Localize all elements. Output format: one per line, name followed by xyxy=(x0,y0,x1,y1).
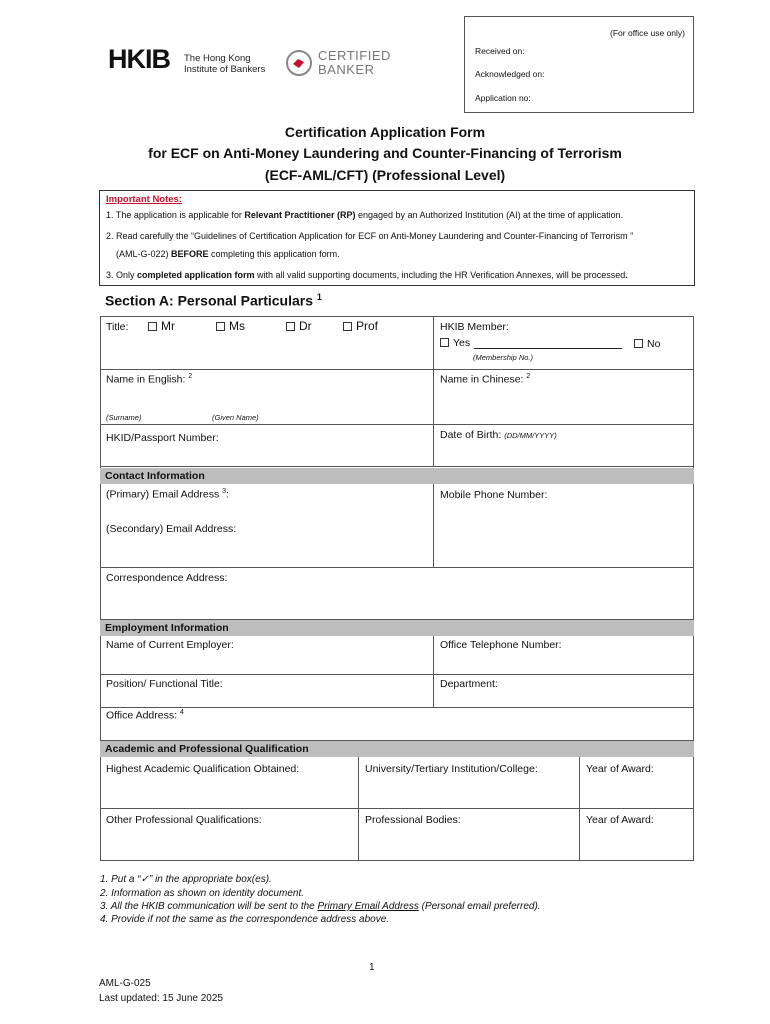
footnote-4: 4. Provide if not the same as the correspondence address above. xyxy=(100,914,390,925)
title-dr-option[interactable]: Dr xyxy=(286,319,312,333)
date-of-birth-field[interactable]: Date of Birth: (DD/MM/YYYY) xyxy=(440,429,557,441)
member-yes-option[interactable]: Yes xyxy=(440,337,470,349)
university-field[interactable]: University/Tertiary Institution/College: xyxy=(365,763,538,775)
form-code: AML-G-025 xyxy=(99,978,151,989)
notes-heading: Important Notes: xyxy=(106,194,182,205)
footnote-3: 3. All the HKIB communication will be sent to the Primary Email Address (Personal email preferred). xyxy=(100,901,541,912)
correspondence-address-field[interactable]: Correspondence Address: xyxy=(106,572,228,584)
member-no-option[interactable]: No xyxy=(634,338,660,350)
hkib-member-label: HKIB Member: xyxy=(440,321,509,333)
name-chinese-field[interactable]: Name in Chinese: $^2$ xyxy=(440,373,531,386)
hkid-passport-field[interactable]: HKID/Passport Number: xyxy=(106,432,219,444)
title-label: Title: xyxy=(106,321,129,333)
office-use-box xyxy=(464,16,694,113)
note-3: 3. Only completed application form with all valid supporting documents, including the HR Verification Annexes, will be processed. xyxy=(106,270,628,280)
professional-bodies-field[interactable]: Professional Bodies: xyxy=(365,814,461,826)
mobile-phone-field[interactable]: Mobile Phone Number: xyxy=(440,489,548,501)
page-number: 1 xyxy=(369,962,375,973)
application-no: Application no: xyxy=(475,93,531,103)
other-qualifications-field[interactable]: Other Professional Qualifications: xyxy=(106,814,262,826)
certified-banker-logo-icon xyxy=(284,48,314,78)
title-mr-option[interactable]: Mr xyxy=(148,319,175,333)
secondary-email-field[interactable]: (Secondary) Email Address: xyxy=(106,523,237,535)
given-name-hint: (Given Name) xyxy=(212,413,259,422)
checkbox-member-yes[interactable] xyxy=(440,338,449,347)
last-updated: Last updated: 15 June 2025 xyxy=(99,993,223,1004)
membership-no-hint: (Membership No.) xyxy=(473,353,534,362)
employment-info-band: Employment Information xyxy=(100,620,694,636)
highest-qualification-field[interactable]: Highest Academic Qualification Obtained: xyxy=(106,763,300,775)
employer-field[interactable]: Name of Current Employer: xyxy=(106,639,234,651)
office-title: (For office use only) xyxy=(610,28,685,38)
footnote-1: 1. Put a “✓” in the appropriate box(es). xyxy=(100,874,272,885)
form-title: Certification Application Form xyxy=(284,124,486,140)
name-english-field[interactable]: Name in English: $^2$ xyxy=(106,373,193,386)
surname-hint: (Surname) xyxy=(106,413,142,422)
note-2: 2. Read carefully the “Guidelines of Certification Application for ECF on Anti-Money Laundering and Counter-Financing of Terrorism ” xyxy=(106,231,634,241)
academic-band: Academic and Professional Qualification xyxy=(100,741,694,757)
checkbox-dr[interactable] xyxy=(286,322,295,331)
checkbox-ms[interactable] xyxy=(216,322,225,331)
acknowledged-on: Acknowledged on: xyxy=(475,69,545,79)
note-1: 1. The application is applicable for Relevant Practitioner (RP) engaged by an Authorized Institution (AI) at the time of application. xyxy=(106,210,624,220)
position-field[interactable]: Position/ Functional Title: xyxy=(106,678,223,690)
section-a-title: Section A: Personal Particulars $^1$ xyxy=(105,292,322,309)
hkib-logo: HKIB xyxy=(108,44,170,74)
year-of-award-field-1[interactable]: Year of Award: xyxy=(586,763,654,775)
title-prof-option[interactable]: Prof xyxy=(343,319,378,333)
primary-email-field[interactable]: (Primary) Email Address $^3$: xyxy=(106,488,229,501)
contact-info-band: Contact Information xyxy=(100,468,694,484)
hkib-name: The Hong Kong Institute of Bankers xyxy=(184,53,266,75)
important-notes xyxy=(99,190,695,286)
footnote-2: 2. Information as shown on identity document. xyxy=(100,888,305,899)
title-ms-option[interactable]: Ms xyxy=(216,319,245,333)
year-of-award-field-2[interactable]: Year of Award: xyxy=(586,814,654,826)
checkbox-prof[interactable] xyxy=(343,322,352,331)
office-telephone-field[interactable]: Office Telephone Number: xyxy=(440,639,562,651)
received-on: Received on: xyxy=(475,46,525,56)
note-2-cont: (AML-G-022) BEFORE completing this application form. xyxy=(116,249,340,259)
checkbox-member-no[interactable] xyxy=(634,339,643,348)
department-field[interactable]: Department: xyxy=(440,678,498,690)
checkbox-mr[interactable] xyxy=(148,322,157,331)
form-subtitle: for ECF on Anti-Money Laundering and Counter-Financing of Terrorism xyxy=(148,145,622,161)
office-address-field[interactable]: Office Address: $^4$ xyxy=(106,709,184,722)
form-level: (ECF-AML/CFT) (Professional Level) xyxy=(264,167,506,183)
certified-banker-text: CERTIFIED BANKER xyxy=(318,48,391,77)
